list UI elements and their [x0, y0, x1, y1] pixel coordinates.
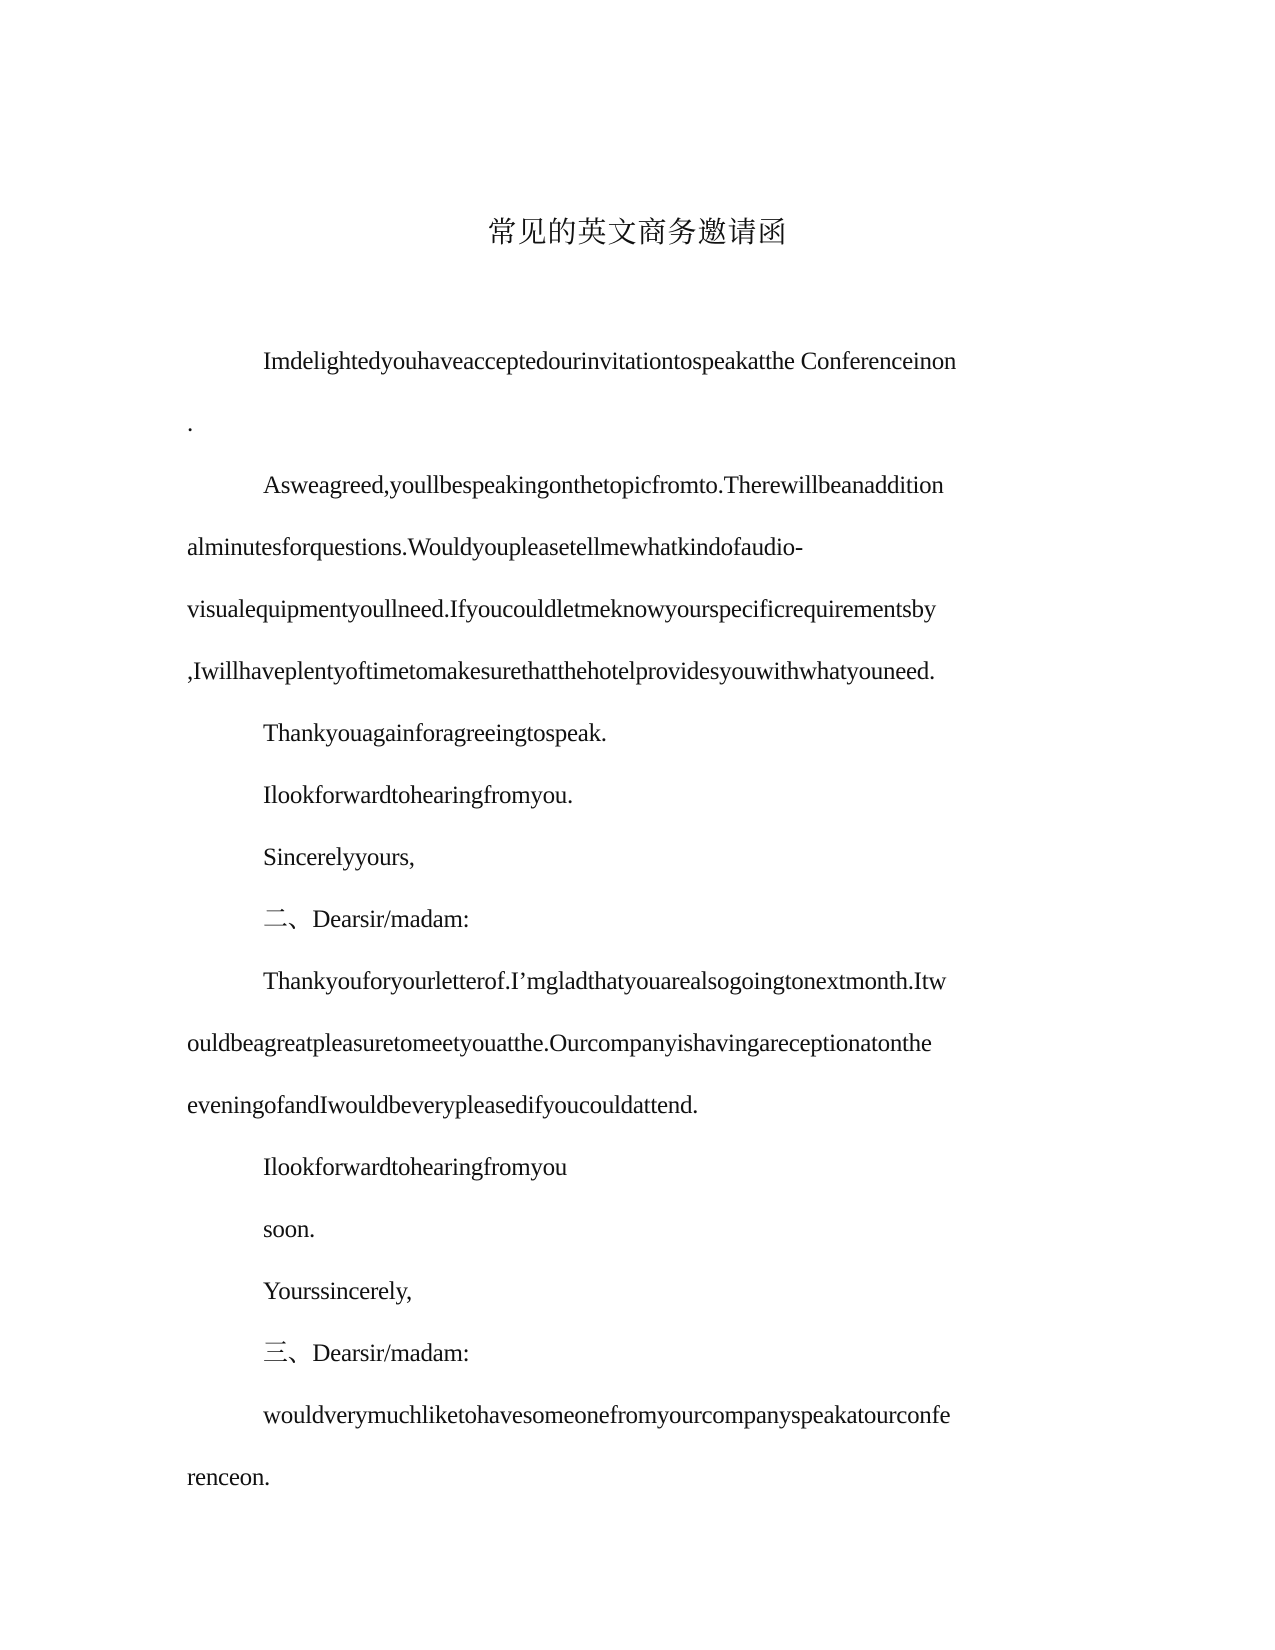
section-heading: 二、Dearsir/madam:: [263, 906, 470, 933]
paragraph-line: Ilookforwardtohearingfromyou: [263, 1154, 568, 1181]
paragraph-line: Asweagreed,youllbespeakingonthetopicfromto.Therewillbeanaddition: [263, 472, 944, 499]
paragraph-line: visualequipmentyoullneed.Ifyoucouldletmeknowyourspecificrequirementsby: [187, 596, 936, 623]
paragraph-line: ouldbeagreatpleasuretomeetyouatthe.Ourcompanyishavingareceptionatonthe: [187, 1030, 932, 1057]
closing-line: Yourssincerely,: [263, 1278, 412, 1305]
paragraph-line: Imdelightedyouhaveacceptedourinvitationtospeakatthe Conferenceinon: [263, 348, 957, 375]
paragraph-line: alminutesforquestions.Wouldyoupleasetellmewhatkindofaudio-: [187, 534, 803, 561]
closing-line: Sincerelyyours,: [263, 844, 415, 871]
document-body: [187, 331, 1085, 1509]
paragraph-line: soon.: [263, 1216, 315, 1243]
paragraph-line: .: [187, 410, 193, 437]
paragraph-line: Thankyouforyourletterof.I’mgladthatyouarealsogoingtonextmonth.Itw: [263, 968, 947, 995]
paragraph-line: wouldverymuchliketohavesomeonefromyourcompanyspeakatourconfe: [263, 1402, 951, 1429]
paragraph-line: ,Iwillhaveplentyoftimetomakesurethatthehotelprovidesyouwithwhatyouneed.: [187, 658, 935, 685]
paragraph-line: eveningofandIwouldbeverypleasedifyoucouldattend.: [187, 1092, 699, 1119]
section-heading: 三、Dearsir/madam:: [263, 1340, 470, 1367]
paragraph-line: renceon.: [187, 1464, 270, 1491]
paragraph-line: Thankyouagainforagreeingtospeak.: [263, 720, 607, 747]
document-title: 常见的英文商务邀请函: [487, 215, 788, 249]
paragraph-line: Ilookforwardtohearingfromyou.: [263, 782, 573, 809]
